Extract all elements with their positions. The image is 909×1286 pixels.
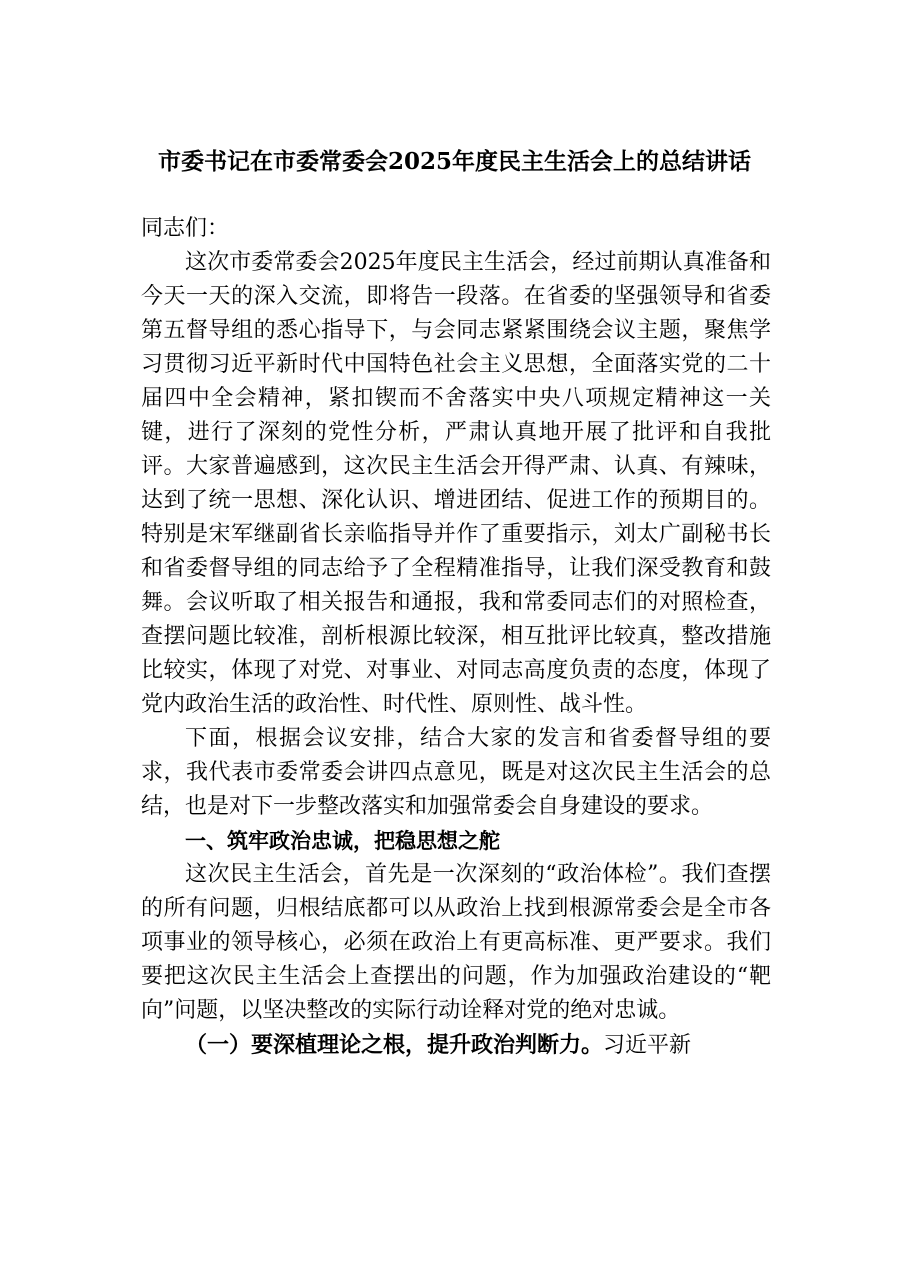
section-heading-1: 一、筑牢政治忠诚，把稳思想之舵 xyxy=(185,829,500,853)
paragraph-opening: 这次市委常委会2025年度民主生活会，经过前期认真准备和今天一天的深入交流，即将告一段落。在省委的坚强领导和省委第五督导组的悉心指导下，与会同志紧紧围绕会议主题，聚焦学习贯彻习近平新时代中国特色社会主义思想，全面落实党的二十届四中全会精神，紧扣锲而不舍落实中央八项规定精神这一关键，进行了深刻的党性分析，严肃认真地开展了批评和自我批评。大家普遍感到，这次民主生活会开得严肃、认真、有辣味，达到了统一思想、深化认识、增进团结、促进工作的预期目的。特别是宋军继副省长亲临指导并作了重要指示，刘太广副秘书长和省委督导组的同志给予了全程精准指导，让我们深受教育和鼓舞。会议听取了相关报告和通报，我和常委同志们的对照检查，查摆问题比较准，剖析根源比较深，相互批评比较真，整改措施比较实，体现了对党、对事业、对同志高度负责的态度，体现了党内政治生活的政治性、时代性、原则性、战斗性。 xyxy=(141,250,771,717)
subpoint-1-lead: （一）要深植理论之根，提升政治判断力。 xyxy=(185,1032,604,1058)
document-title: 市委书记在市委常委会2025年度民主生活会上的总结讲话 xyxy=(157,148,751,175)
paragraph-subpoint-1 xyxy=(141,1028,771,1063)
subpoint-1-text: 习近平新 xyxy=(603,1033,692,1058)
paragraph-political-checkup: 这次民主生活会，首先是一次深刻的“政治体检”。我们查摆的所有问题，归根结底都可以从政治上找到根源常委会是全市各项事业的领导核心，必须在政治上有更高标准、更严要求。我们要把这次民主生活会上查摆出的问题，作为加强政治建设的“靶向”问题，以坚决整改的实际行动诠释对党的绝对忠诚。 xyxy=(141,862,771,1023)
paragraph-outline: 下面，根据会议安排，结合大家的发言和省委督导组的要求，我代表市委常委会讲四点意见，既是对这次民主生活会的总结，也是对下一步整改落实和加强常委会自身建设的要求。 xyxy=(141,726,771,819)
document-body xyxy=(141,212,771,1063)
salutation: 同志们： xyxy=(141,216,230,241)
